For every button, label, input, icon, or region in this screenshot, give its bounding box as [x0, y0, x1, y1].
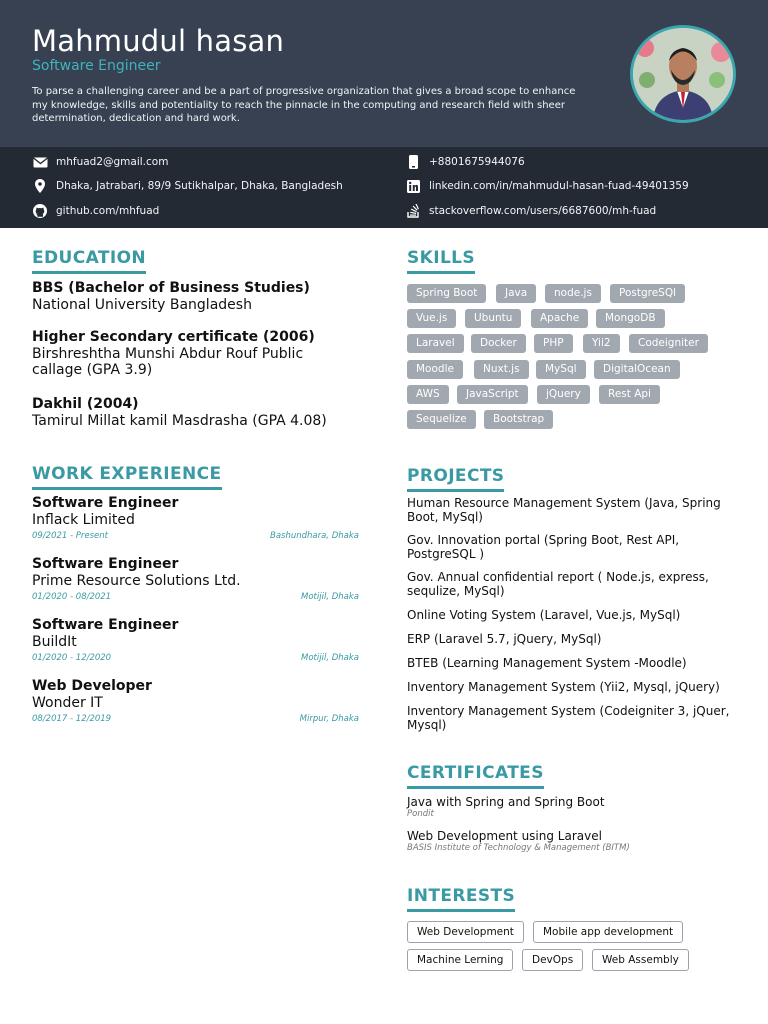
- interest-tag: Mobile app development: [533, 921, 683, 943]
- linkedin-icon: [405, 179, 421, 193]
- contact-address: [32, 178, 343, 194]
- skill-tag: Sequelize: [407, 410, 476, 429]
- certificate-item: [407, 795, 737, 820]
- education-item: [32, 280, 352, 313]
- job-role: Software Engineer: [32, 556, 179, 572]
- project-item: Gov. Innovation portal (Spring Boot, Rest API, PostgreSQL ): [407, 533, 680, 561]
- projects-heading: PROJECTS: [407, 466, 504, 492]
- education-item: [32, 396, 352, 429]
- contact-email[interactable]: [32, 154, 168, 170]
- skill-tag: JavaScript: [457, 385, 528, 404]
- interest-tag: Web Development: [407, 921, 524, 943]
- institution-name: Tamirul Millat kamil Masdrasha (GPA 4.08): [32, 413, 327, 429]
- contact-github[interactable]: [32, 203, 159, 219]
- skill-tag: Ubuntu: [465, 309, 521, 328]
- certificate-title: Java with Spring and Spring Boot: [407, 795, 605, 809]
- skill-tag: jQuery: [537, 385, 590, 404]
- job-entry: [32, 617, 359, 663]
- phone-text: +8801675944076: [429, 156, 525, 168]
- interest-tag: Web Assembly: [592, 949, 689, 971]
- degree-title: Dakhil (2004): [32, 396, 139, 412]
- skill-tag: Vue.js: [407, 309, 456, 328]
- job-title: Software Engineer: [32, 58, 161, 74]
- skill-tag: Rest Api: [599, 385, 660, 404]
- project-item: Online Voting System (Laravel, Vue.js, MySql): [407, 608, 681, 622]
- skill-tag: Java: [496, 284, 536, 303]
- project-item: BTEB (Learning Management System -Moodle): [407, 656, 687, 670]
- github-text: github.com/mhfuad: [56, 205, 160, 217]
- address-text: Dhaka, Jatrabari, 89/9 Sutikhalpar, Dhaka, Bangladesh: [56, 180, 343, 192]
- contact-linkedin[interactable]: [405, 178, 689, 194]
- interest-tag: Machine Lerning: [407, 949, 513, 971]
- skill-tag: DigitalOcean: [594, 360, 680, 379]
- certificates-heading: CERTIFICATES: [407, 763, 544, 789]
- institution-name: Birshreshtha Munshi Abdur Rouf Public callage (GPA 3.9): [32, 346, 304, 378]
- phone-icon: [405, 155, 421, 169]
- skill-tag: Bootstrap: [484, 410, 553, 429]
- job-dates: 09/2021 - Present: [32, 531, 109, 541]
- company-name: BuildIt: [32, 634, 77, 650]
- job-dates: 01/2020 - 12/2020: [32, 653, 112, 663]
- resume-header: [0, 0, 768, 147]
- skill-tag: Nuxt.js: [474, 360, 529, 379]
- skills-heading: SKILLS: [407, 248, 475, 274]
- project-item: Gov. Annual confidential report ( Node.js, express, sequlize, MySql): [407, 570, 709, 598]
- email-text: mhfuad2@gmail.com: [56, 156, 169, 168]
- skill-tag: MongoDB: [596, 309, 665, 328]
- skill-tag: Yii2: [583, 334, 620, 353]
- stackoverflow-text: stackoverflow.com/users/6687600/mh-fuad: [429, 205, 657, 217]
- job-dates: 01/2020 - 08/2021: [32, 592, 112, 602]
- stackoverflow-icon: [405, 204, 421, 218]
- skill-tag: node.js: [545, 284, 601, 303]
- skill-tag: PostgreSQl: [610, 284, 685, 303]
- skill-tag: Docker: [471, 334, 526, 353]
- company-name: Inflack Limited: [32, 512, 135, 528]
- project-item: Inventory Management System (Codeigniter 3, jQuer, Mysql): [407, 704, 730, 732]
- job-role: Software Engineer: [32, 617, 179, 633]
- certificate-issuer: Pondit: [407, 809, 434, 819]
- skill-tag: Spring Boot: [407, 284, 486, 303]
- contact-phone[interactable]: [405, 154, 525, 170]
- project-item: ERP (Laravel 5.7, jQuery, MySql): [407, 632, 602, 646]
- degree-title: BBS (Bachelor of Business Studies): [32, 280, 310, 296]
- education-heading: EDUCATION: [32, 248, 146, 274]
- github-icon: [32, 204, 48, 218]
- job-role: Software Engineer: [32, 495, 179, 511]
- job-entry: [32, 678, 359, 724]
- degree-title: Higher Secondary certificate (2006): [32, 329, 315, 345]
- institution-name: National University Bangladesh: [32, 297, 252, 313]
- certificate-item: [407, 829, 737, 854]
- contact-bar: [0, 147, 768, 228]
- linkedin-text: linkedin.com/in/mahmudul-hasan-fuad-49401359: [429, 180, 689, 192]
- company-name: Wonder IT: [32, 695, 103, 711]
- envelope-icon: [32, 155, 48, 169]
- skill-tag: PHP: [534, 334, 573, 353]
- job-location: Motijil, Dhaka: [301, 653, 359, 663]
- job-dates: 08/2017 - 12/2019: [32, 714, 112, 724]
- job-entry: [32, 556, 359, 602]
- work-experience-heading: WORK EXPERIENCE: [32, 464, 222, 490]
- skill-tag: Codeigniter: [629, 334, 708, 353]
- interest-tag: DevOps: [522, 949, 583, 971]
- job-role: Web Developer: [32, 678, 152, 694]
- skill-tag: Apache: [531, 309, 588, 328]
- certificate-issuer: BASIS Institute of Technology & Management (BITM): [407, 843, 630, 853]
- project-item: Inventory Management System (Yii2, Mysql, jQuery): [407, 680, 720, 694]
- location-pin-icon: [32, 179, 48, 193]
- skill-tag: MySql: [536, 360, 586, 379]
- job-location: Mirpur, Dhaka: [299, 714, 359, 724]
- company-name: Prime Resource Solutions Ltd.: [32, 573, 241, 589]
- contact-stackoverflow[interactable]: [405, 203, 656, 219]
- skill-tag: Laravel: [407, 334, 464, 353]
- job-location: Bashundhara, Dhaka: [269, 531, 359, 541]
- education-item: [32, 329, 352, 378]
- skill-tag: AWS: [407, 385, 449, 404]
- job-location: Motijil, Dhaka: [301, 592, 359, 602]
- skill-tag: Moodle: [407, 360, 463, 379]
- certificate-title: Web Development using Laravel: [407, 829, 602, 843]
- interests-heading: INTERESTS: [407, 886, 515, 912]
- project-item: Human Resource Management System (Java, Spring Boot, MySql): [407, 496, 721, 524]
- job-entry: [32, 495, 359, 541]
- profile-photo: [630, 25, 736, 123]
- career-summary: To parse a challenging career and be a part of progressive organization that gives a broad scope to enhance my knowledge, skills and potentiality to reach the pinnacle in the computing and research field with sheer determination, dedication and hard work.: [32, 86, 576, 124]
- person-name: Mahmudul hasan: [32, 24, 285, 58]
